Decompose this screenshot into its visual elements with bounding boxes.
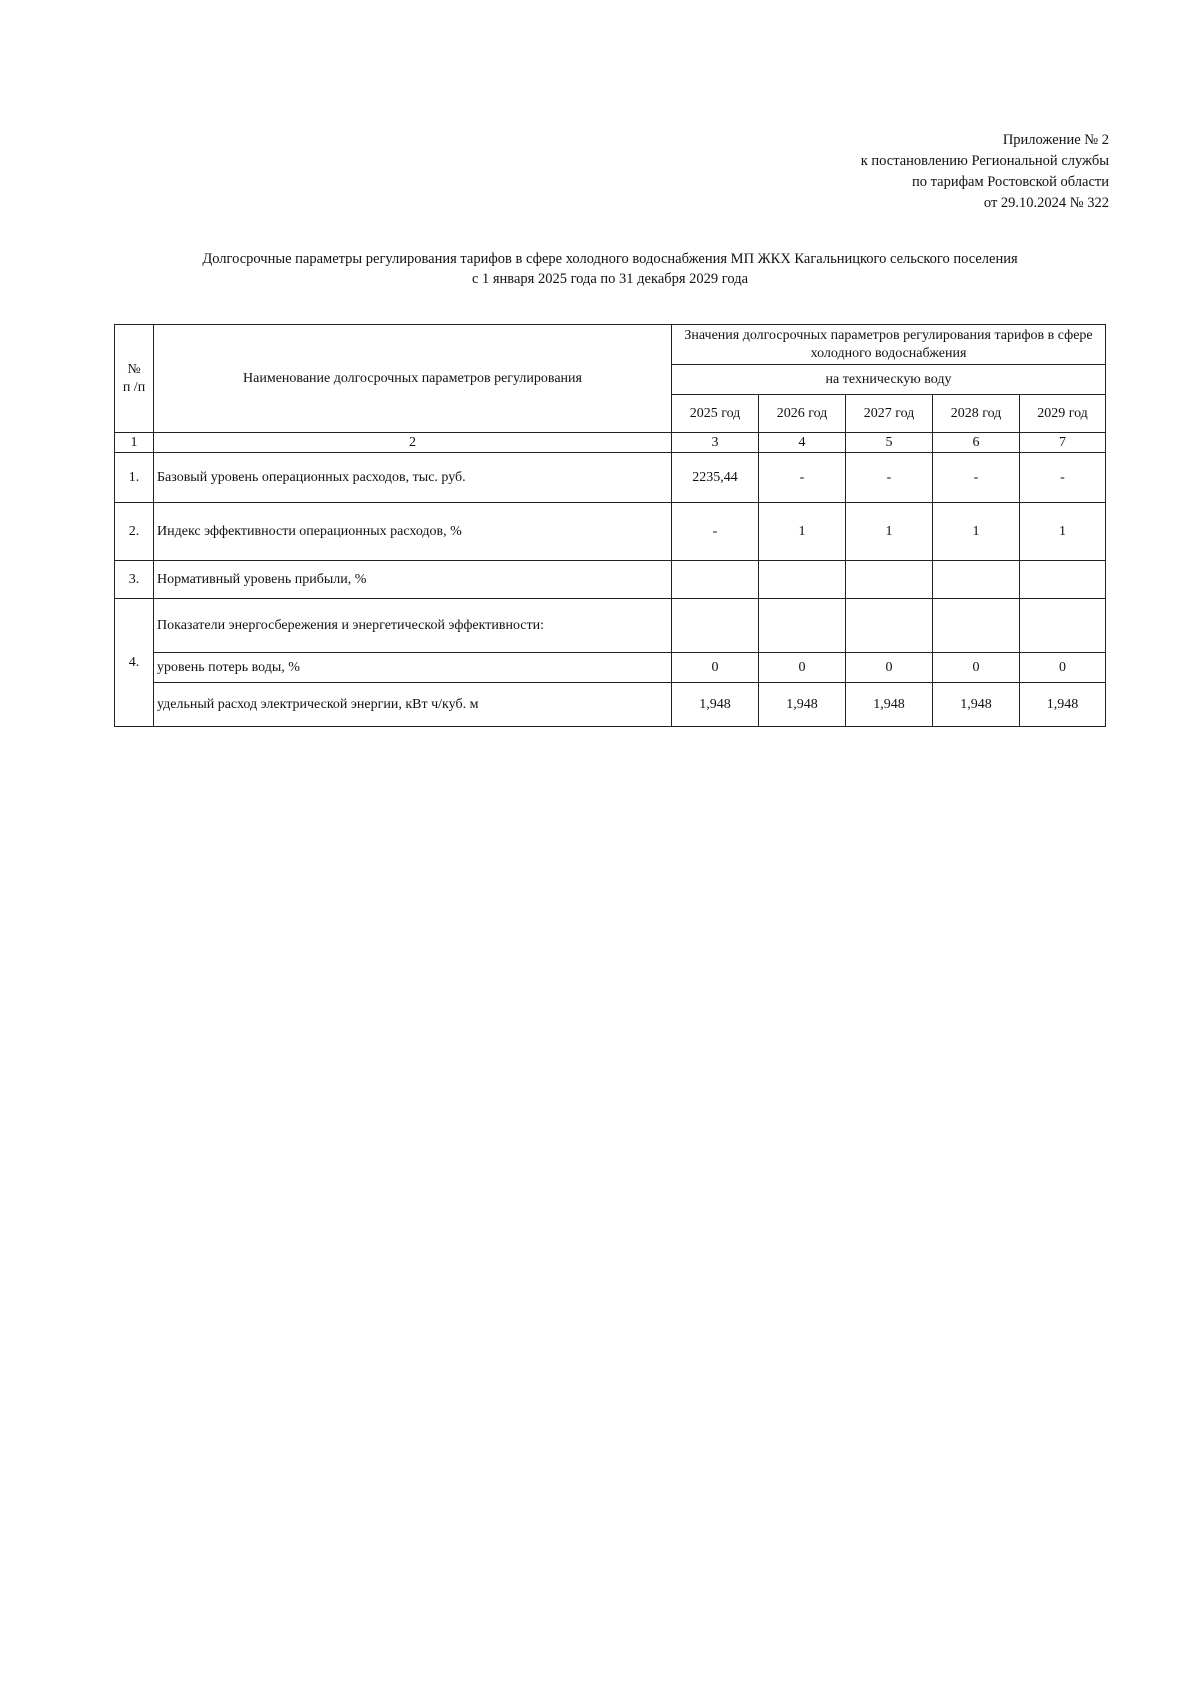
column-number: 6 (933, 433, 1020, 453)
row-value: 1,948 (759, 683, 846, 727)
header-values-group: Значения долгосрочных параметров регулирования тарифов в сфере холодного водоснабжения (672, 325, 1106, 365)
row-value: 2235,44 (672, 453, 759, 503)
row-value (933, 561, 1020, 599)
title-line: Долгосрочные параметры регулирования тарифов в сфере холодного водоснабжения МП ЖКХ Кагальницкого сельского поселения (202, 251, 1018, 267)
row-name: Индекс эффективности операционных расходов, % (154, 503, 672, 561)
row-value: 1,948 (1020, 683, 1106, 727)
row-value (1020, 561, 1106, 599)
parameters-table (114, 324, 1106, 727)
column-number: 5 (846, 433, 933, 453)
row-value: 1,948 (846, 683, 933, 727)
header-num: № п /п (115, 325, 154, 433)
column-number: 7 (1020, 433, 1106, 453)
row-number: 3. (115, 561, 154, 599)
table-row (115, 503, 1106, 561)
header-subgroup: на техническую воду (672, 365, 1106, 395)
appendix-block (861, 130, 1109, 214)
document-title (115, 249, 1105, 289)
row-value (1020, 599, 1106, 653)
row-value: - (933, 453, 1020, 503)
row-value: - (846, 453, 933, 503)
row-value: 1 (759, 503, 846, 561)
row-value: - (672, 503, 759, 561)
row-value (846, 561, 933, 599)
row-value: - (759, 453, 846, 503)
row-number: 4. (115, 599, 154, 727)
row-value: 1,948 (672, 683, 759, 727)
row-value (759, 561, 846, 599)
header-year: 2025 год (672, 395, 759, 433)
row-value: 1 (933, 503, 1020, 561)
table-row (115, 599, 1106, 653)
table-row (115, 561, 1106, 599)
row-name: Нормативный уровень прибыли, % (154, 561, 672, 599)
row-value: 0 (672, 653, 759, 683)
column-number: 1 (115, 433, 154, 453)
header-year: 2026 год (759, 395, 846, 433)
appendix-line: от 29.10.2024 № 322 (983, 195, 1109, 211)
appendix-line: по тарифам Ростовской области (912, 174, 1109, 190)
row-value: 0 (759, 653, 846, 683)
title-line: с 1 января 2025 года по 31 декабря 2029 года (471, 271, 749, 287)
row-value: 0 (846, 653, 933, 683)
row-value: 1,948 (933, 683, 1020, 727)
row-number: 1. (115, 453, 154, 503)
appendix-line: Приложение № 2 (1002, 132, 1109, 148)
header-name: Наименование долгосрочных параметров регулирования (154, 325, 672, 433)
row-value (846, 599, 933, 653)
row-value (672, 599, 759, 653)
row-value: - (1020, 453, 1106, 503)
appendix-line: к постановлению Региональной службы (860, 153, 1109, 169)
table-row (115, 453, 1106, 503)
row-name: Показатели энергосбережения и энергетической эффективности: (154, 599, 672, 653)
row-number: 2. (115, 503, 154, 561)
header-year: 2027 год (846, 395, 933, 433)
row-value (933, 599, 1020, 653)
row-value: 1 (1020, 503, 1106, 561)
header-year: 2028 год (933, 395, 1020, 433)
row-name: удельный расход электрической энергии, кВт ч/куб. м (154, 683, 672, 727)
row-value (759, 599, 846, 653)
column-number: 2 (154, 433, 672, 453)
header-row (115, 325, 1106, 365)
row-name: Базовый уровень операционных расходов, тыс. руб. (154, 453, 672, 503)
table-row (115, 683, 1106, 727)
column-number: 4 (759, 433, 846, 453)
header-year: 2029 год (1020, 395, 1106, 433)
row-value: 1 (846, 503, 933, 561)
row-value: 0 (933, 653, 1020, 683)
column-number: 3 (672, 433, 759, 453)
column-numbers-row (115, 433, 1106, 453)
table-row (115, 653, 1106, 683)
row-value (672, 561, 759, 599)
row-value: 0 (1020, 653, 1106, 683)
row-name: уровень потерь воды, % (154, 653, 672, 683)
